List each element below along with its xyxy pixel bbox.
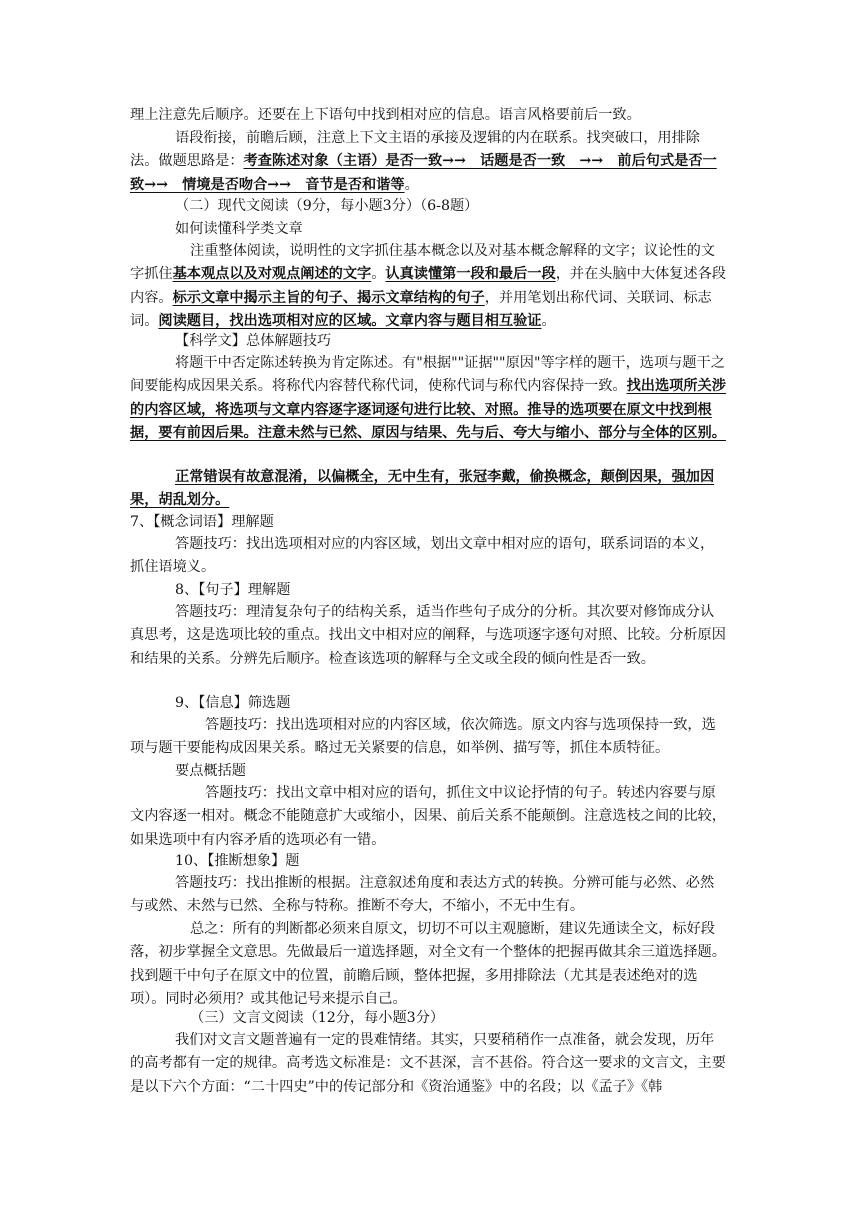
question-heading: 10、【推断想象】题 [175, 853, 300, 869]
paragraph [130, 601, 728, 671]
paragraph [130, 352, 728, 446]
paragraph [130, 872, 728, 919]
paragraph-text: 我们对文言文题普遍有一定的畏难情绪。其实，只要稍稍作一点准备，就会发现，历年的高考都有一定的规律。高考选文标准是：文不甚深，言不甚俗。符合这一要求的文言文，主要是以下六个方面：“二十四史”中的传记部分和《资治通鉴》中的名段；以《孟子》《韩 [130, 1032, 726, 1095]
question-heading: 8、【句子】理解题 [175, 582, 291, 598]
question-heading: 9、【信息】筛选题 [175, 695, 291, 711]
emphasized-text: 认真读懂第一段和最后一段 [385, 266, 556, 283]
paragraph-text: 。 [541, 313, 556, 330]
emphasized-text: 找出选项所关涉的内容区域，将选项与文章内容逐字逐词逐句进行比较、对照。推导的选项要在原文中找到根据，要有前因后果。注意未然与已然、原因与结果、先与后、夸大与缩小、部分与全体的区别。 [130, 378, 726, 442]
paragraph-text: 答题技巧：找出文章中相对应的语句，抓住文中议论抒情的句子。转述内容要与原文内容逐一相对。概念不能随意扩大或缩小，因果、前后关系不能颠倒。注意选枝之间的比较，如果选项中有内容矛盾的选项必有一错。 [130, 785, 726, 848]
question-heading: 7、【概念词语】理解题 [130, 514, 274, 530]
paragraph-text: 。 [371, 266, 386, 283]
paragraph [130, 1029, 728, 1099]
paragraph [130, 466, 728, 513]
paragraph-text: 答题技巧：找出推断的根据。注意叙述角度和表达方式的转换。分辨可能与必然、必然与或然、未然与已然、全称与特称。推断不夸大，不缩小，不无中生有。 [130, 875, 715, 915]
paragraph-text: 总之：所有的判断都必须来自原文，切切不可以主观臆断，建议先通读全文，标好段落，初步掌握全文意思。先做最后一道选择题，对全文有一个整体的把握再做其余三道选择题。找到题干中句子在原文中的位置，前瞻后顾，整体把握，多用排除法（尤其是表述绝对的选项）。同时必须用？或其他记号来提示自己。 [130, 921, 726, 1008]
paragraph [130, 782, 728, 852]
paragraph-text: ，并用笔划出称代词、关联词、标志词。 [130, 289, 712, 330]
paragraph [130, 127, 728, 197]
paragraph-text: ，并在头脑中大体复述各段内容。 [130, 266, 726, 306]
sub-heading: 【科学文】总体解题技巧 [175, 333, 332, 349]
paragraph [130, 104, 728, 127]
emphasized-text: 考查陈述对象（主语）是否一致→→ 话题是否一致 →→ 前后句式是否一致→→ 情境是否吻合→→ 音节是否和谐等 [130, 153, 717, 193]
question-heading: 要点概括题 [175, 763, 246, 779]
paragraph-text: 注重整体阅读，说明性的文字抓住基本概念以及对基本概念解释的文字；议论性的文字抓住 [130, 243, 715, 283]
paragraph-text: 。 [404, 176, 419, 193]
paragraph-text: 理上注意先后顺序。还要在上下语句中找到相对应的信息。语言风格要前后一致。 [130, 107, 641, 123]
paragraph-text: 语段衔接，前瞻后顾，注意上下文主语的承接及逻辑的内在联系。找突破口，用排除法。做题思路是： [130, 130, 700, 170]
section-heading: （二）现代文阅读（9分，每小题3分）（6-8题） [175, 198, 479, 214]
paragraph [130, 533, 728, 580]
emphasized-text: 基本观点以及对观点阐述的文字 [172, 266, 372, 283]
paragraph-text: 答题技巧：理清复杂句子的结构关系，适当作些句子成分的分析。其次要对修饰成分认真思考，这是选项比较的重点。找出文中相对应的阐释，与选项逐字逐句对照、比较。分析原因和结果的关系。分辨先后顺序。检查该选项的解释与全文或全段的倾向性是否一致。 [130, 604, 726, 667]
paragraph [130, 240, 728, 334]
paragraph-text: 答题技巧：找出选项相对应的内容区域，依次筛选。原文内容与选项保持一致，选项与题干要能构成因果关系。略过无关紧要的信息，如举例、描写等，抓住本质特征。 [130, 717, 716, 757]
emphasized-text: 标示文章中揭示主旨的句子、揭示文章结构的句子 [172, 289, 485, 306]
section-heading: （三）文言文阅读（12分，每小题3分） [190, 1010, 445, 1026]
emphasized-text: 阅读题目，找出选项相对应的区域。文章内容与题目相互验证 [158, 313, 542, 330]
emphasized-text: 正常错误有故意混淆，以偏概全，无中生有，张冠李戴，偷换概念，颠倒因果，强加因果，胡乱划分。 [130, 469, 715, 509]
paragraph-text: 答题技巧：找出选项相对应的内容区域，划出文章中相对应的语句，联系词语的本义，抓住语境义。 [130, 536, 715, 576]
sub-heading: 如何读懂科学类文章 [175, 221, 303, 237]
paragraph [130, 918, 728, 1012]
paragraph [130, 714, 728, 761]
paragraph-text: 将题干中否定陈述转换为肯定陈述。有"根据""证据""原因"等字样的题干，选项与题干之间要能构成因果关系。将称代内容替代称代词，使称代词与称代内容保持一致。 [130, 355, 725, 395]
